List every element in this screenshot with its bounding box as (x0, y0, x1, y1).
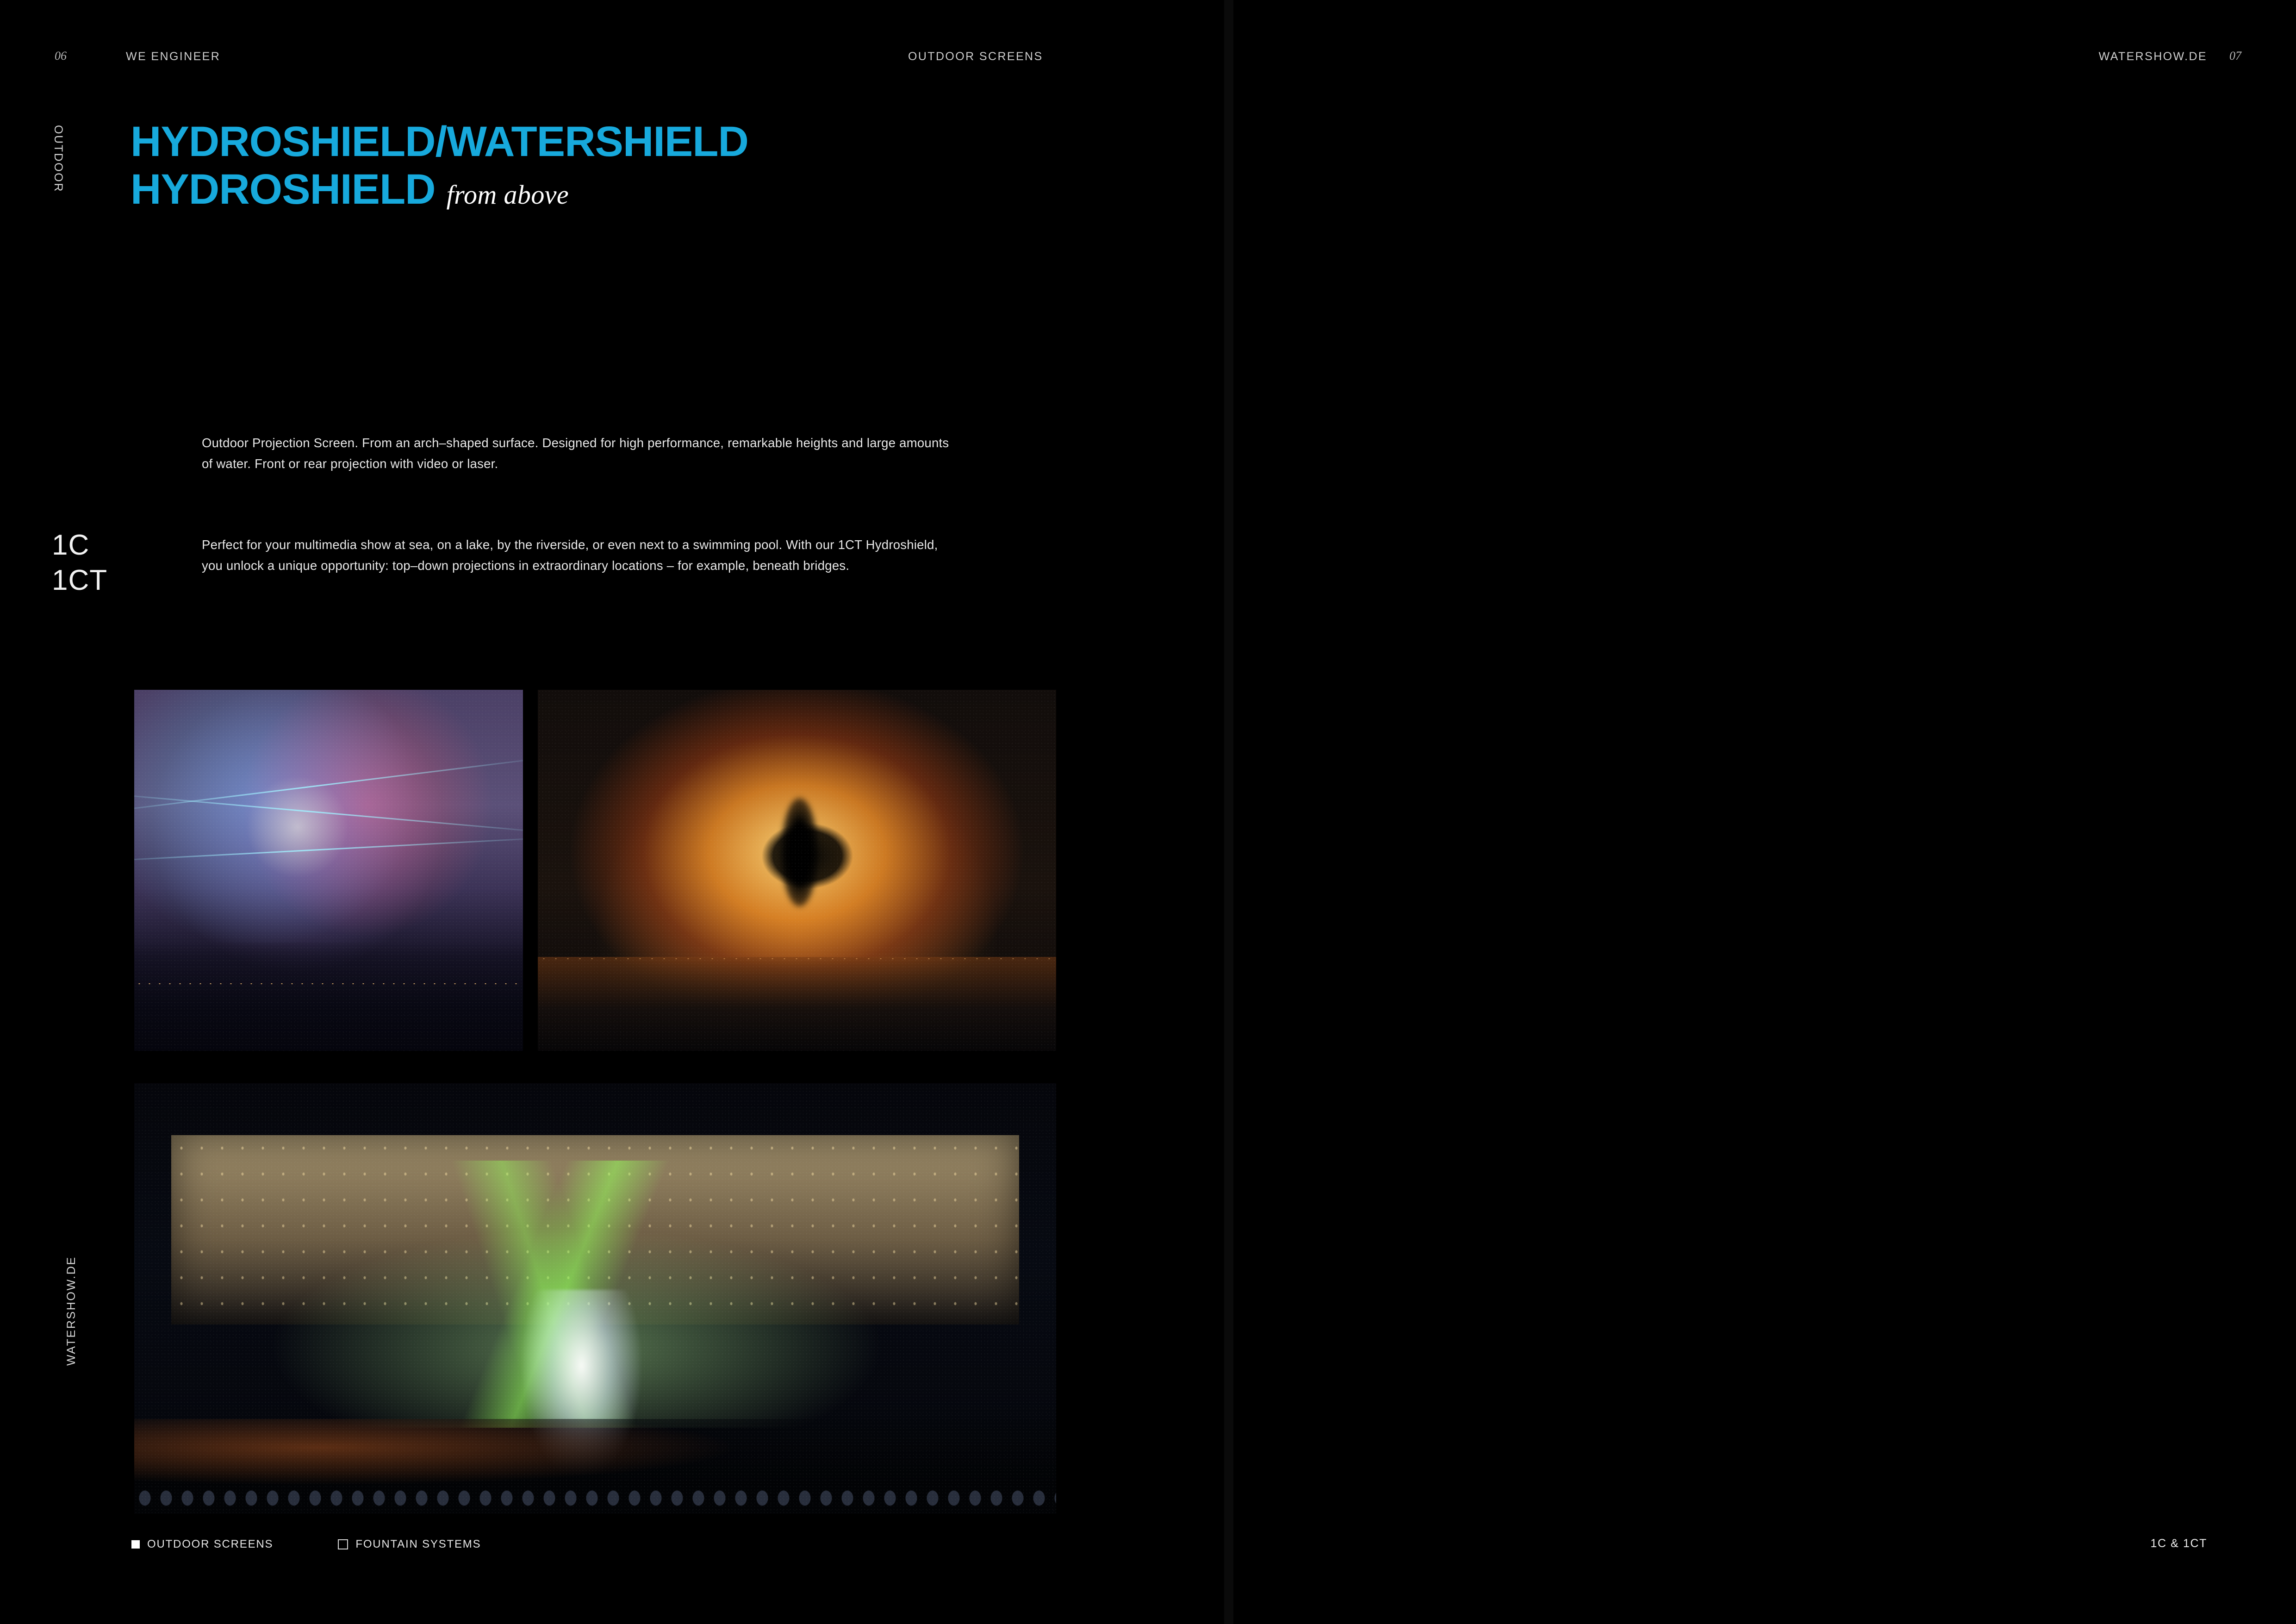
hollow-square-icon (338, 1539, 348, 1549)
photo-palace-lasershow (134, 1083, 1056, 1514)
legend-label-outdoor-screens: OUTDOOR SCREENS (147, 1538, 274, 1550)
headline-line-2: HYDROSHIELD (131, 166, 436, 213)
side-tab-outdoor: OUTDOOR (52, 125, 65, 193)
running-head-brand: WE ENGINEER (126, 50, 221, 63)
legend-item-outdoor-screens (131, 1538, 273, 1551)
headline-line-1: HYDROSHIELD/WATERSHIELD (131, 118, 748, 165)
legend-item-fountain-systems (338, 1538, 481, 1551)
headline-subtitle: from above (446, 180, 569, 210)
product-codes (52, 528, 107, 598)
body-paragraph-1: Outdoor Projection Screen. From an arch–shaped surface. Designed for high performance, remarkable heights and large amounts of water. Front or rear projection with video or laser. (202, 436, 949, 471)
photo-fire-burst (538, 690, 1056, 1051)
spread-gutter (1224, 0, 1233, 1624)
page-title (131, 118, 1010, 213)
footer-product-code: 1C & 1CT (2150, 1537, 2207, 1550)
right-page (1233, 0, 2296, 1624)
photo-laser-harbour (134, 690, 523, 1051)
running-head-section: OUTDOOR SCREENS (908, 50, 1043, 63)
legend (131, 1538, 481, 1551)
body-paragraph-2: Perfect for your multimedia show at sea, on a lake, by the riverside, or even next to a swimming pool. With our 1CT Hydroshield, you unlock a unique opportunity: top–down projections in extraordinary locations – for example, beneath bridges. (202, 537, 938, 573)
legend-label-fountain-systems: FOUNTAIN SYSTEMS (355, 1538, 481, 1550)
side-tab-watershow-left: WATERSHOW.DE (65, 1256, 78, 1366)
running-head-site: WATERSHOW.DE (2098, 50, 2207, 63)
product-code-1ct: 1CT (52, 564, 108, 596)
folio-right: 07 (2229, 49, 2241, 62)
folio-left: 06 (55, 49, 67, 62)
filled-square-icon (131, 1540, 140, 1549)
product-code-1c: 1C (52, 529, 90, 561)
